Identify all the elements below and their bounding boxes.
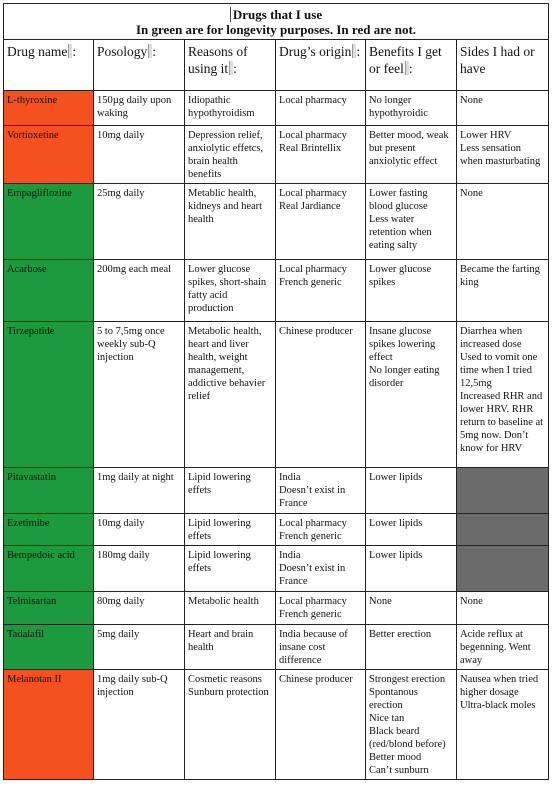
benefits-text: Insane glucose spikes lowering effect	[369, 326, 436, 363]
posology-cell[interactable]	[94, 625, 185, 670]
benefits-cell[interactable]	[366, 322, 457, 468]
reasons-text: Metabolic health	[188, 596, 259, 607]
sides-cell[interactable]	[457, 670, 549, 780]
origin-text: Local pharmacy	[279, 95, 347, 106]
posology-text: 10mg daily	[97, 518, 145, 529]
header-origin[interactable]: Drug’s origin :	[276, 40, 366, 91]
origin-cell[interactable]	[276, 126, 366, 184]
benefits-cell[interactable]	[366, 670, 457, 780]
table-row	[4, 625, 549, 670]
reasons-text: Sunburn protection	[188, 687, 269, 698]
benefits-text: Less water retention when eating salty	[369, 214, 432, 251]
drug-name-cell[interactable]: Bempedoic acid	[4, 546, 94, 592]
origin-text: Chinese producer	[279, 326, 353, 337]
header-row	[4, 40, 549, 91]
benefits-text: Can’t sunburn	[369, 765, 429, 776]
origin-text: Local pharmacy	[279, 130, 347, 141]
origin-text: India	[279, 550, 301, 561]
origin-cell[interactable]	[276, 91, 366, 126]
benefits-text: Better mood, weak but present anxiolytic effect	[369, 130, 449, 167]
posology-cell[interactable]	[94, 546, 185, 592]
header-posology[interactable]: Posology :	[94, 40, 185, 91]
table-title[interactable]	[4, 4, 549, 40]
sides-text: None	[460, 596, 483, 607]
origin-cell[interactable]	[276, 468, 366, 514]
origin-text: Local pharmacy	[279, 264, 347, 275]
benefits-text: Lower lipids	[369, 550, 423, 561]
table-row	[4, 91, 549, 126]
benefits-text: Better erection	[369, 629, 432, 640]
sides-cell[interactable]	[457, 468, 549, 514]
benefits-cell[interactable]	[366, 126, 457, 184]
benefits-text: Strongest erection	[369, 674, 446, 685]
posology-cell[interactable]	[94, 260, 185, 322]
reasons-cell[interactable]	[185, 126, 276, 184]
drugs-table	[3, 3, 549, 780]
origin-cell[interactable]	[276, 514, 366, 546]
sides-text: Nausea when tried higher dosage	[460, 674, 539, 698]
benefits-text: Lower lipids	[369, 472, 423, 483]
origin-text: French generic	[279, 609, 342, 620]
title-line-1: Drugs that I use	[230, 7, 322, 22]
benefits-text: Spontanous erection	[369, 687, 419, 711]
sides-text: Diarrhea when increased dose	[460, 326, 523, 350]
table-row	[4, 546, 549, 592]
sides-cell[interactable]	[457, 546, 549, 592]
reasons-cell[interactable]	[185, 546, 276, 592]
origin-text: French generic	[279, 531, 342, 542]
benefits-cell[interactable]	[366, 592, 457, 625]
posology-cell[interactable]	[94, 514, 185, 546]
benefits-text: Lower fasting blood glucose	[369, 188, 428, 212]
table-body	[4, 91, 549, 780]
sides-text: Used to vomit one time when I tried 12,5mg	[460, 352, 538, 389]
reasons-cell[interactable]	[185, 468, 276, 514]
origin-text: India because of insane cost difference	[279, 629, 348, 666]
reasons-cell[interactable]	[185, 91, 276, 126]
reasons-cell[interactable]	[185, 322, 276, 468]
posology-text: 180mg daily	[97, 550, 150, 561]
posology-text: 1mg daily sub-Q injection	[97, 674, 168, 698]
table-row	[4, 322, 549, 468]
header-drug-name[interactable]: Drug name :	[4, 40, 94, 91]
header-benefits[interactable]: Benefits I get or feel :	[366, 40, 457, 91]
drug-name-cell[interactable]: L-thyroxine	[4, 91, 94, 126]
reasons-text: Cosmetic reasons	[188, 674, 262, 685]
sides-text: Acide reflux at begenning. Went away	[460, 629, 531, 666]
origin-text: Chinese producer	[279, 674, 353, 685]
posology-cell[interactable]	[94, 322, 185, 468]
posology-cell[interactable]	[94, 592, 185, 625]
origin-text: Real Jardiance	[279, 201, 341, 212]
benefits-text: None	[369, 596, 392, 607]
origin-text: Doesn’t exist in France	[279, 485, 346, 509]
origin-text: French generic	[279, 277, 342, 288]
sides-text: Less sensation when masturbating	[460, 143, 541, 167]
reasons-text: Metabolic health, heart and liver health, weight management, addictive behavier relief	[188, 326, 266, 402]
header-reasons[interactable]: Reasons of using it :	[185, 40, 276, 91]
reasons-cell[interactable]	[185, 184, 276, 260]
posology-text: 150µg daily upon waking	[97, 95, 172, 119]
sides-cell[interactable]	[457, 322, 549, 468]
reasons-cell[interactable]	[185, 670, 276, 780]
reasons-text: Lipid lowering effets	[188, 518, 251, 542]
reasons-text: Lower glucose spikes, short-shain fatty acid production	[188, 264, 267, 314]
drug-name-cell[interactable]: Pitavastatin	[4, 468, 94, 514]
origin-text: India	[279, 472, 301, 483]
sides-text: Lower HRV	[460, 130, 512, 141]
table-row	[4, 260, 549, 322]
drug-name-cell[interactable]: Melanotan II	[4, 670, 94, 780]
table-row	[4, 514, 549, 546]
origin-text: Local pharmacy	[279, 518, 347, 529]
reasons-text: Lipid lowering effets	[188, 472, 251, 496]
origin-text: Local pharmacy	[279, 188, 347, 199]
origin-cell[interactable]	[276, 625, 366, 670]
sides-text: Ultra-black moles	[460, 700, 536, 711]
posology-text: 25mg daily	[97, 188, 145, 199]
drug-name-cell[interactable]: Telmisartan	[4, 592, 94, 625]
benefits-text: Black beard (red/blond before)	[369, 726, 446, 750]
benefits-cell[interactable]	[366, 260, 457, 322]
origin-text: Doesn’t exist in France	[279, 563, 346, 587]
benefits-text: No longer eating disorder	[369, 365, 440, 389]
reasons-cell[interactable]	[185, 592, 276, 625]
benefits-cell[interactable]	[366, 514, 457, 546]
benefits-text: No longer hypothyroidic	[369, 95, 428, 119]
posology-text: 80mg daily	[97, 596, 145, 607]
table-row	[4, 184, 549, 260]
sides-text: None	[460, 188, 483, 199]
benefits-text: Nice tan	[369, 713, 405, 724]
header-sides[interactable]: Sides I had or have	[457, 40, 549, 91]
title-row	[4, 4, 549, 40]
table-row	[4, 126, 549, 184]
sides-text: None	[460, 95, 483, 106]
benefits-text: Lower glucose spikes	[369, 264, 432, 288]
origin-cell[interactable]	[276, 184, 366, 260]
reasons-text: Depression relief, anxiolytic effetcs, brain health benefits	[188, 130, 264, 180]
drug-name-cell[interactable]: Vortioxetine	[4, 126, 94, 184]
origin-cell[interactable]	[276, 670, 366, 780]
table-row	[4, 468, 549, 514]
origin-text: Real Brintellix	[279, 143, 342, 154]
title-line-2: In green are for longevity purposes. In red are not.	[135, 22, 417, 37]
posology-text: 200mg each meal	[97, 264, 172, 275]
reasons-cell[interactable]	[185, 514, 276, 546]
drug-name-cell[interactable]: Tirzepatide	[4, 322, 94, 468]
posology-text: 1mg daily at night	[97, 472, 174, 483]
benefits-cell[interactable]	[366, 184, 457, 260]
posology-cell[interactable]	[94, 468, 185, 514]
drug-name-cell[interactable]: Ezetimibe	[4, 514, 94, 546]
benefits-cell[interactable]	[366, 546, 457, 592]
sides-cell[interactable]	[457, 514, 549, 546]
sides-cell[interactable]	[457, 625, 549, 670]
drug-name-cell[interactable]: Acarbose	[4, 260, 94, 322]
benefits-cell[interactable]	[366, 91, 457, 126]
origin-cell[interactable]	[276, 592, 366, 625]
posology-cell[interactable]	[94, 126, 185, 184]
posology-cell[interactable]	[94, 670, 185, 780]
posology-text: 5 to 7,5mg once weekly sub-Q injection	[97, 326, 165, 363]
origin-cell[interactable]	[276, 546, 366, 592]
origin-text: Local pharmacy	[279, 596, 347, 607]
drug-name-cell[interactable]: Empagliflozine	[4, 184, 94, 260]
origin-cell[interactable]	[276, 322, 366, 468]
sides-text: Became the farting king	[460, 264, 540, 288]
benefits-cell[interactable]	[366, 625, 457, 670]
reasons-text: Idiopathic hypothyroidism	[188, 95, 255, 119]
reasons-cell[interactable]	[185, 625, 276, 670]
benefits-cell[interactable]	[366, 468, 457, 514]
posology-text: 10mg daily	[97, 130, 145, 141]
reasons-text: Metablic health, kidneys and heart health	[188, 188, 263, 225]
sides-cell[interactable]	[457, 184, 549, 260]
reasons-text: Lipid lowering effets	[188, 550, 251, 574]
benefits-text: Lower lipids	[369, 518, 423, 529]
posology-cell[interactable]	[94, 91, 185, 126]
sides-cell[interactable]	[457, 91, 549, 126]
table-row	[4, 592, 549, 625]
posology-text: 5mg daily	[97, 629, 140, 640]
benefits-text: Better mood	[369, 752, 422, 763]
sides-text: Increased RHR and lower HRV. RHR return to baseline at 5mg now. Don’t know for HRV	[460, 391, 544, 454]
sides-cell[interactable]	[457, 260, 549, 322]
table-row	[4, 670, 549, 780]
reasons-text: Heart and brain health	[188, 629, 254, 653]
posology-cell[interactable]	[94, 184, 185, 260]
drug-name-cell[interactable]: Tadalafil	[4, 625, 94, 670]
sides-cell[interactable]	[457, 592, 549, 625]
origin-cell[interactable]	[276, 260, 366, 322]
reasons-cell[interactable]	[185, 260, 276, 322]
sides-cell[interactable]	[457, 126, 549, 184]
